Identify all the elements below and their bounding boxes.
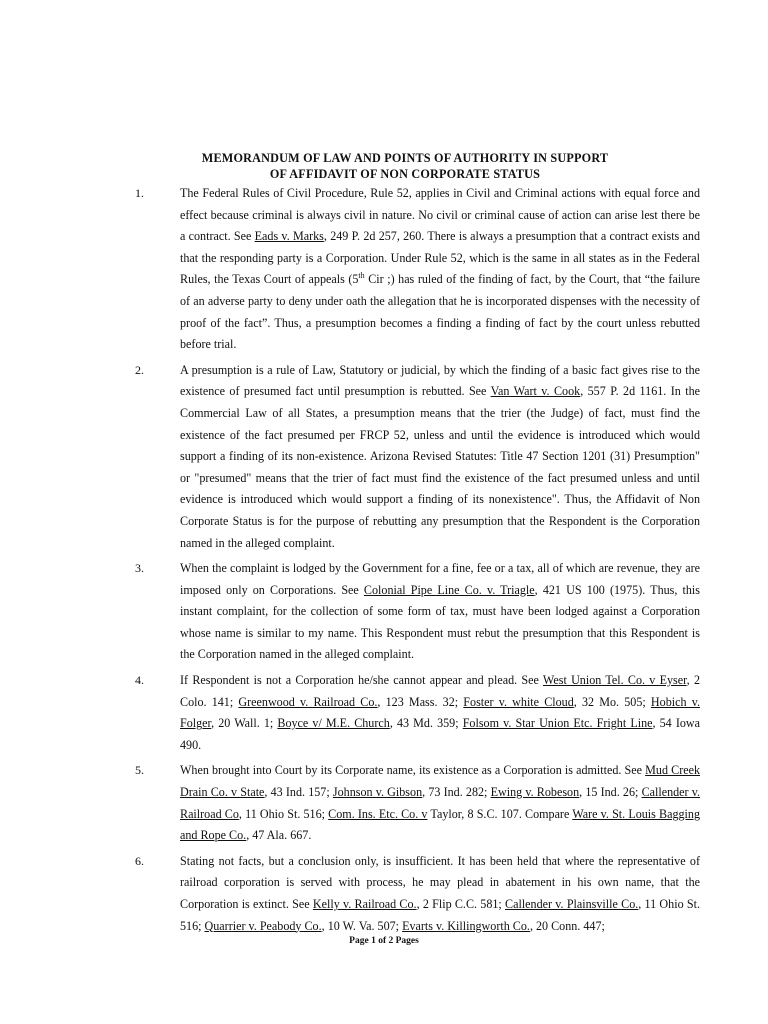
case-citation: Ewing v. Robeson (490, 785, 580, 800)
text-segment: Stating not facts, but a conclusion only, is insufficient. It has been held that where the representative of railroad corporation is served with process, he may plead in abatement in his own name, that the Corporation is extinct. See (180, 853, 700, 911)
superscript: th (358, 271, 365, 281)
case-citation: Folsom v. Star Union Etc. Fright Line (462, 716, 653, 731)
case-citation: Van Wart v. Cook (490, 384, 581, 399)
text-segment: When the complaint is lodged by the Government for a fine, fee or a tax, all of which are revenue, they are imposed only on Corporations. See (180, 561, 700, 597)
text-segment: , 421 US 100 (1975). Thus, this instant complaint, for the collection of some form of tax, must have been lodged against a Corporation whose name is similar to my name. This Respondent must rebut the presumption that this Respondent is the Corporation named in the alleged complaint. (180, 582, 701, 662)
case-citation: Foster v. white Cloud (463, 694, 574, 709)
case-citation: Johnson v. Gibson (332, 785, 423, 800)
paragraph-number: 3. (135, 561, 144, 576)
text-segment: , 11 Ohio St. 516; (238, 806, 329, 821)
paragraph-text (180, 558, 700, 666)
text-segment: , 11 Ohio St. 516; (180, 897, 700, 933)
case-citation: Colonial Pipe Line Co. v. Triagle (363, 582, 535, 597)
text-segment: A presumption is a rule of Law, Statutory or judicial, by which the finding of a basic fact gives rise to the existence of presumed fact until presumption is rebutted. See (180, 362, 700, 399)
case-citation: Mud Creek Drain Co. v State (180, 763, 701, 800)
case-citation: Eads v. Marks (254, 229, 324, 244)
case-citation: West Union Tel. Co. v Eyser (542, 673, 687, 688)
paragraph-number: 6. (135, 853, 144, 868)
text-segment: , 15 Ind. 26; (579, 785, 642, 800)
text-segment: The Federal Rules of Civil Procedure, Rule 52, applies in Civil and Criminal actions with equal force and effect because criminal is always civil in nature. No civil or criminal cause of action can arise lest there be a contract. See (180, 186, 700, 244)
case-citation: Evarts v. Killingworth Co. (402, 918, 530, 933)
text-segment: , 2 Colo. 141; (180, 673, 701, 709)
text-segment: , 43 Ind. 157; (264, 785, 333, 800)
paragraph-number: 1. (135, 186, 144, 200)
paragraph-item (0, 670, 768, 756)
paragraph-number: 4. (135, 673, 144, 688)
text-segment: , 2 Flip C.C. 581; (416, 897, 506, 911)
paragraph-text (180, 670, 700, 756)
paragraph-number: 2. (135, 362, 144, 377)
text-segment: Cir ;) has ruled of the finding of fact, by the Court, that “the failure of an adverse party to deny under oath the allegation that he is incorporated dispenses with the necessity of proof of the fact”. Thus, a presumption becomes a finding a finding of fact by the court unless rebutted before trial. (180, 272, 700, 352)
paragraph-text (180, 851, 700, 937)
case-citation: Quarrier v. Peabody Co. (204, 918, 322, 933)
text-segment: , 557 P. 2d 1161. In the Commercial Law of all States, a presumption means that the trier (the Judge) of fact, must find the existence of the fact presumed per FRCP 52, unless and until the evidence is introduced which would support a finding of its non-existence. Arizona Revised Statutes: Title 47 Section 1201 (31) Presumption" or "presumed" means that the trier of fact must find the existence of the fact presumed unless and until evidence is introduced which would support a finding of its nonexistence". Thus, the Affidavit of Non Corporate Status is for the purpose of rebutting any presumption that the Respondent is the Corporation named in the alleged complaint. (180, 384, 701, 550)
text-segment: , 249 P. 2d 257, 260. There is always a presumption that a contract exists and that the responding party is a Corporation. Under Rule 52, which is the same in all states as in the Federal Rules, the Texas Court of appeals (5 (180, 229, 700, 287)
title-line-1: MEMORANDUM OF LAW AND POINTS OF AUTHORITY IN SUPPORT (201, 151, 609, 165)
paragraph-text (180, 183, 700, 356)
text-segment: , 123 Mass. 32; (377, 694, 464, 709)
case-citation: Com. Ins. Etc. Co. v (328, 806, 428, 821)
text-segment: , 43 Md. 359; (389, 716, 463, 731)
paragraph-text (180, 760, 700, 846)
case-citation: Callender v. Railroad Co (180, 785, 701, 821)
text-segment: Taylor, 8 S.C. 107. Compare (427, 806, 573, 821)
text-segment: , 32 Mo. 505; (573, 694, 651, 709)
text-segment: , 47 Ala. 667. (246, 828, 312, 843)
paragraph-item (0, 183, 768, 356)
text-segment: , 54 Iowa 490. (180, 716, 700, 752)
text-segment: If Respondent is not a Corporation he/she cannot appear and plead. See (180, 673, 543, 688)
text-segment: , 20 Conn. 447; (529, 918, 605, 933)
text-segment: , 20 Wall. 1; (211, 716, 278, 731)
title-line-2: OF AFFIDAVIT OF NON CORPORATE STATUS (269, 167, 541, 181)
case-citation: Kelly v. Railroad Co. (312, 897, 417, 911)
case-citation: Ware v. St. Louis Bagging and Rope Co. (180, 806, 701, 843)
case-citation: Callender v. Plainsville Co. (505, 897, 639, 911)
paragraph-number: 5. (135, 763, 144, 778)
case-citation: Greenwood v. Railroad Co. (238, 694, 378, 709)
paragraph-item (0, 760, 768, 846)
case-citation: Hobich v. Folger (180, 694, 700, 731)
page-footer: Page 1 of 2 Pages (349, 936, 419, 946)
numbered-paragraphs (0, 183, 768, 941)
paragraph-item (0, 558, 768, 666)
text-segment: , 73 Ind. 282; (422, 785, 491, 800)
paragraph-text (180, 360, 700, 554)
document-title (120, 150, 690, 182)
text-segment: When brought into Court by its Corporate name, its existence as a Corporation is admitted. See (180, 763, 646, 778)
paragraph-item (0, 360, 768, 554)
text-segment: , 10 W. Va. 507; (321, 918, 403, 933)
paragraph-item (0, 851, 768, 937)
case-citation: Boyce v/ M.E. Church (277, 716, 390, 731)
